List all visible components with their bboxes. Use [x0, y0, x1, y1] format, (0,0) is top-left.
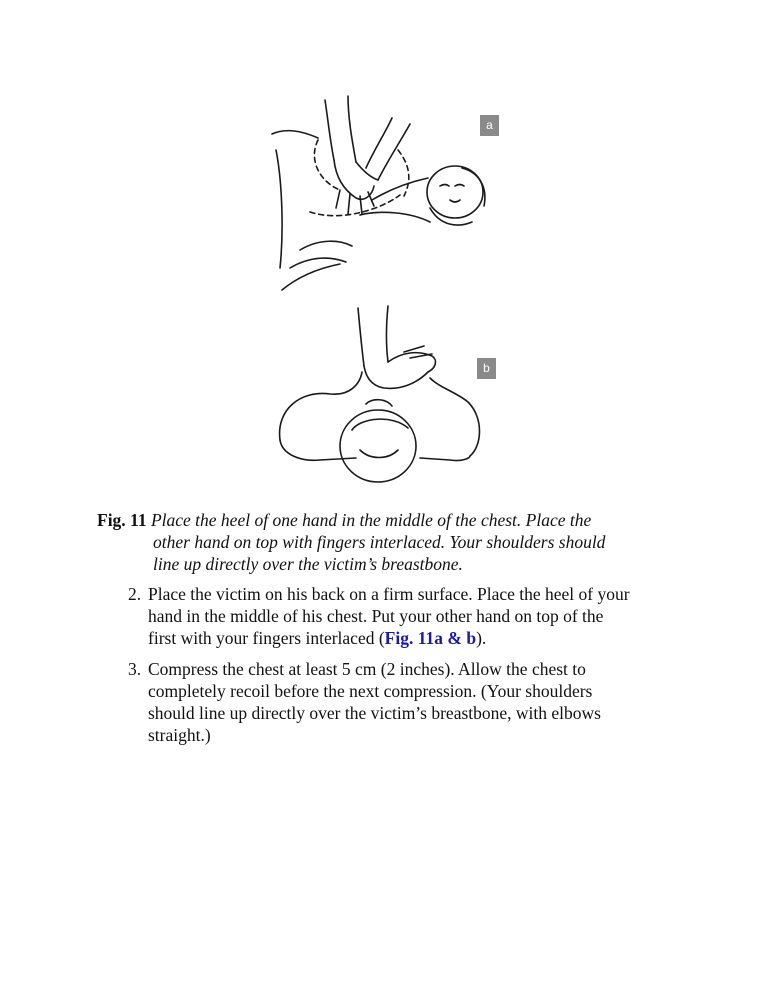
- step-line: straight.): [148, 725, 211, 745]
- step-line: Compress the chest at least 5 cm (2 inches). Allow the chest to: [148, 659, 586, 679]
- step-number: 2.: [128, 584, 142, 604]
- step-text-after-link: ).: [476, 628, 487, 648]
- caption-text-line-1: Place the heel of one hand in the middle of the chest. Place the: [150, 510, 592, 530]
- figure-caption: [97, 509, 677, 575]
- step-line-with-link: [148, 627, 688, 649]
- step-text-before-link: first with your fingers interlaced (: [148, 628, 385, 648]
- step-number: 3.: [128, 659, 142, 679]
- instruction-steps: [128, 583, 688, 755]
- step-item: [128, 583, 688, 649]
- caption-text-line-3: line up directly over the victim’s breastbone.: [153, 554, 463, 574]
- step-line: should line up directly over the victim’s breastbone, with elbows: [148, 703, 601, 723]
- figure-label: Fig. 11: [97, 510, 147, 530]
- caption-text-line-2: other hand on top with fingers interlaced. Your shoulders should: [153, 532, 606, 552]
- panel-b-badge: b: [477, 358, 496, 379]
- panel-a-badge: a: [480, 115, 499, 136]
- step-item: [128, 658, 688, 746]
- caption-first-line: [97, 509, 677, 531]
- step-line: Place the victim on his back on a firm surface. Place the heel of your: [148, 584, 630, 604]
- figure-reference-link[interactable]: Fig. 11a & b: [384, 628, 477, 648]
- step-line: completely recoil before the next compression. (Your shoulders: [148, 681, 593, 701]
- step-line: hand in the middle of his chest. Put your other hand on top of the: [148, 606, 604, 626]
